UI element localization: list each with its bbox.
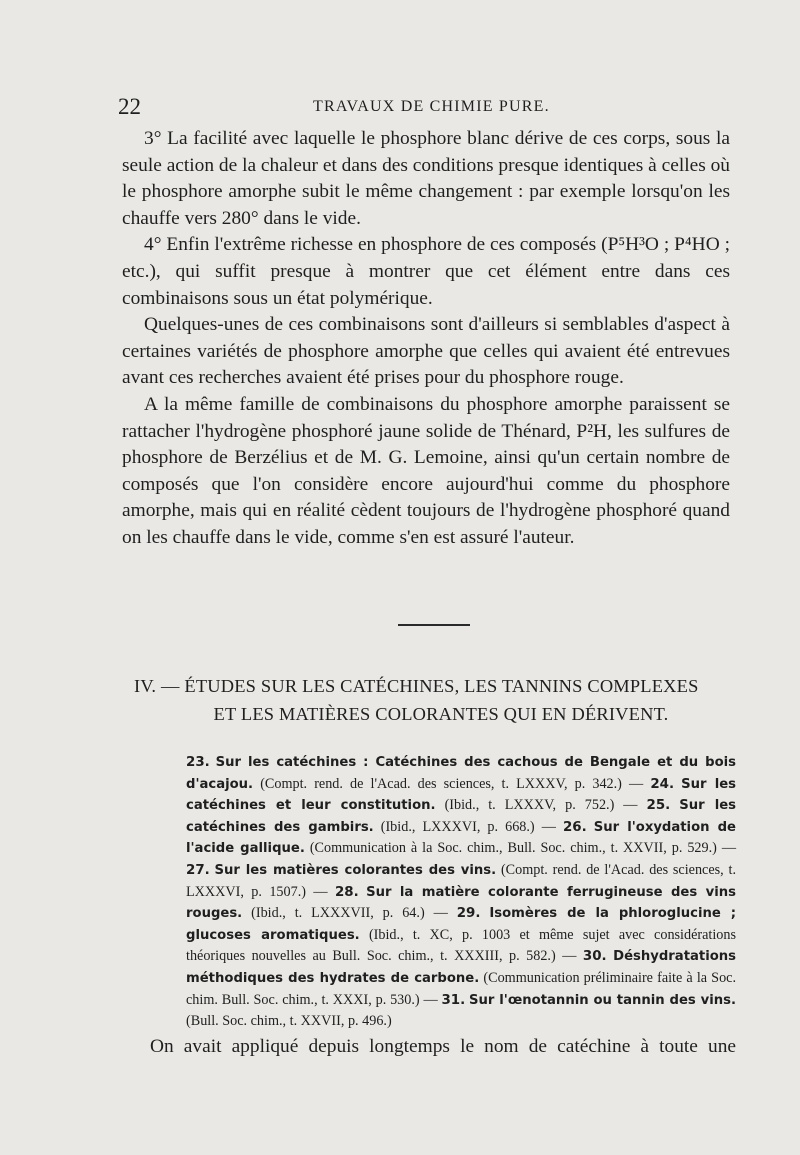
reference-number: 23. bbox=[186, 755, 210, 770]
page-number: 22 bbox=[118, 94, 141, 119]
body-text bbox=[122, 126, 730, 552]
paragraph-6: A la même famille de combinaisons du phosphore amorphe paraissent se rattacher l'hydrogène phosphoré jaune solide de Thénard, P²H, les sulfures de phosphore de Berzélius et de M. G. Lemoine, ainsi qu'un certain nombre de composés que l'on considère encore aujourd'hui comme du phosphore amorphe, mais qui en réalité cèdent toujours de l'hydrogène phosphoré quand on les chauffe dans le vide, comme s'en est assuré l'auteur. bbox=[122, 393, 730, 548]
reference-source: (Ibid., t. XC, p. 1003 et même sujet avec considérations théoriques nouvelles au Bull. Soc. chim., t. XXXIII, p. 582.) — bbox=[186, 926, 737, 965]
reference-title: Sur l'œnotannin ou tannin des vins. bbox=[469, 992, 737, 1008]
reference-title: Déshydratations méthodiques des hydrates de carbone. bbox=[186, 949, 737, 986]
reference-title: Sur les matières colorantes des vins. bbox=[214, 862, 497, 878]
reference-title: Sur les catéchines : Catéchines des cachous de Bengale et du bois d'acajou. bbox=[186, 755, 736, 792]
section-heading-line2: ET LES MATIÈRES COLORANTES QUI EN DÉRIVENT. bbox=[213, 704, 669, 724]
closing-paragraph: On avait appliqué depuis longtemps le nom de catéchine à toute une bbox=[150, 1036, 736, 1057]
references-block bbox=[186, 752, 736, 1033]
paragraph-5: Quelques-unes de ces combinaisons sont d'ailleurs si semblables d'aspect à certaines variétés de phosphore amorphe que celles qui avaient été entrevues avant ces recherches avaient été prises pour du phosphore rouge. bbox=[122, 314, 730, 389]
reference-source: (Communication à la Soc. chim., Bull. Soc. chim., t. XXVII, p. 529.) — bbox=[309, 840, 737, 857]
reference-source: (Compt. rend. de l'Acad. des sciences, t. LXXXV, p. 342.) — bbox=[260, 775, 644, 792]
reference-title: Sur l'oxydation de l'acide gallique. bbox=[186, 819, 736, 857]
reference-number: 30. bbox=[582, 949, 607, 965]
reference-source: (Communication préliminaire faite à la Soc. chim. Bull. Soc. chim., t. XXXI, p. 530.) — bbox=[186, 969, 737, 1008]
running-title: TRAVAUX DE CHIMIE PURE. bbox=[313, 98, 550, 115]
reference-number: 28. bbox=[334, 884, 359, 900]
reference-source: (Compt. rend. de l'Acad. des sciences, t. LXXXVI, p. 1507.) — bbox=[186, 861, 737, 900]
reference-source: (Ibid., LXXXVI, p. 668.) — bbox=[380, 818, 556, 835]
reference-source: (Ibid., t. LXXXV, p. 752.) — bbox=[444, 797, 638, 814]
reference-number: 29. bbox=[456, 906, 481, 922]
page-header bbox=[118, 94, 748, 118]
reference-number: 31. bbox=[441, 992, 466, 1008]
reference-number: 25. bbox=[646, 798, 671, 814]
reference-number: 27. bbox=[186, 862, 210, 878]
reference-title: Sur les catéchines et leur constitution. bbox=[186, 776, 737, 814]
section-heading bbox=[122, 672, 730, 728]
section-heading-line1: IV. — ÉTUDES SUR LES CATÉCHINES, LES TANNINS COMPLEXES bbox=[134, 676, 699, 696]
paragraph-3: 3° La facilité avec laquelle le phosphore blanc dérive de ces corps, sous la seule action de la chaleur et dans des conditions presque identiques à celles où le phosphore amorphe subit le même changement : par exemple lorsqu'on les chauffe vers 280° dans le vide. bbox=[122, 128, 730, 229]
reference-number: 24. bbox=[650, 776, 675, 792]
reference-source: (Ibid., t. LXXXVII, p. 64.) — bbox=[251, 905, 448, 922]
reference-title: Sur la matière colorante ferrugineuse des vins rouges. bbox=[186, 884, 736, 922]
paragraph-4: 4° Enfin l'extrême richesse en phosphore de ces composés (P⁵H³O ; P⁴HO ; etc.), qui suffit presque à montrer que cet élément entre dans ces combinaisons sous un état polymérique. bbox=[122, 234, 730, 309]
reference-number: 26. bbox=[562, 819, 587, 835]
section-divider bbox=[398, 624, 470, 626]
reference-title: Isomères de la phloroglucine ; glucoses aromatiques. bbox=[186, 906, 737, 943]
reference-title: Sur les catéchines des gambirs. bbox=[186, 798, 737, 835]
reference-source: (Bull. Soc. chim., t. XXVII, p. 496.) bbox=[186, 1013, 392, 1030]
